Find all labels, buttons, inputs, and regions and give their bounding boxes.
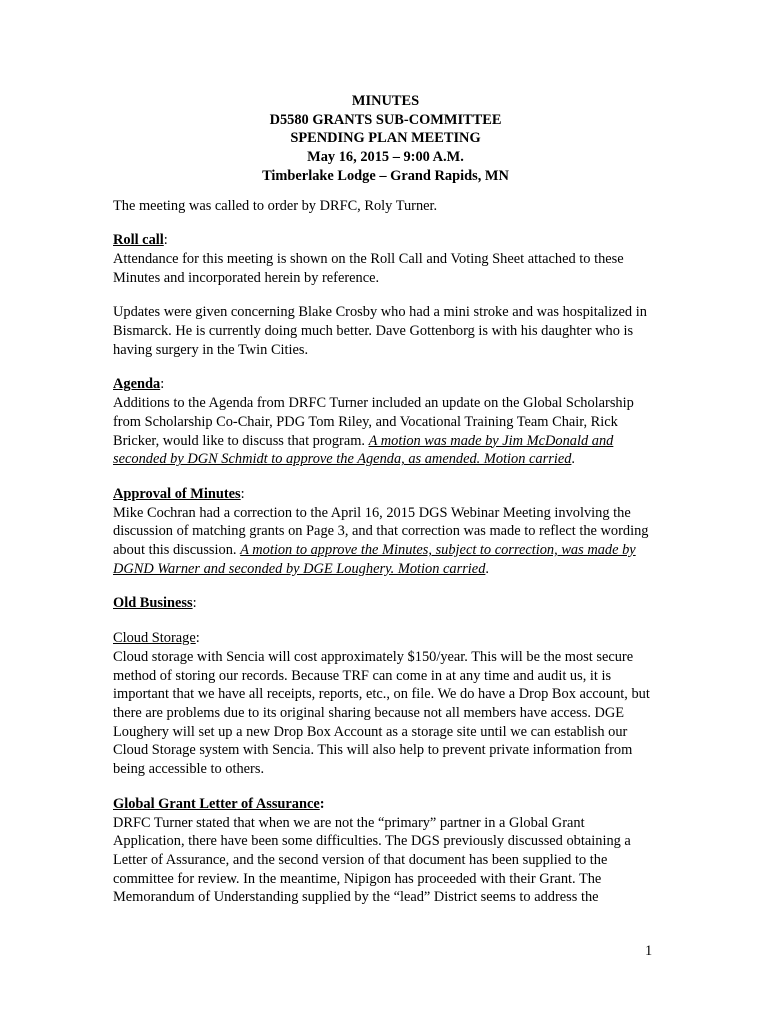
approval-end: . [485, 560, 489, 577]
agenda-section [113, 375, 658, 469]
title-block [113, 92, 658, 186]
approval-section [113, 485, 658, 579]
agenda-heading: Agenda [113, 376, 161, 393]
roll-call-colon: : [163, 232, 168, 249]
global-grant-heading: Global Grant Letter of Assurance [113, 795, 320, 812]
page-number: 1 [645, 943, 653, 959]
title-line-location: Timberlake Lodge – Grand Rapids, MN [262, 167, 509, 184]
document-page [113, 92, 658, 923]
roll-call-text: Attendance for this meeting is shown on the Roll Call and Voting Sheet attached to these Minutes and incorporated herein by reference. [113, 250, 624, 286]
global-grant-text: DRFC Turner stated that when we are not the “primary” partner in a Global Grant Application, there have been some difficulties. The DGS previously discussed obtaining a Letter of Assurance, and the second version of that document has been supplied to the committee for review. In the meantime, Nipigon has proceeded with their Grant. The Memorandum of Understanding supplied by the “lead” District seems to address the [113, 814, 631, 906]
old-business-section [113, 594, 658, 613]
updates-paragraph: Updates were given concerning Blake Crosby who had a mini stroke and was hospitalized in Bismarck. He is currently doing much better. Dave Gottenborg is with his daughter who is having surgery in the Twin Cities. [113, 304, 647, 358]
intro-paragraph: The meeting was called to order by DRFC, Roly Turner. [113, 197, 438, 214]
global-grant-colon: : [319, 795, 325, 812]
approval-colon: : [240, 485, 245, 502]
old-business-heading: Old Business [113, 595, 193, 612]
agenda-colon: : [160, 376, 165, 393]
cloud-storage-section [113, 629, 658, 779]
cloud-storage-text: Cloud storage with Sencia will cost approximately $150/year. This will be the most secure method of storing our records. Because TRF can come in at any time and audit us, it is important that we have all receipts, reports, etc., on file. We do have a Drop Box account, but there are problems due to its original sharing because not all members have access. DGE Loughery will set up a new Drop Box Account as a storage site until we can establish our Cloud Storage system with Sencia. This will also help to prevent private information from being accessible to others. [113, 648, 650, 778]
agenda-text [113, 394, 658, 469]
title-line-date: May 16, 2015 – 9:00 A.M. [307, 149, 464, 166]
title-line-minutes: MINUTES [351, 93, 420, 109]
global-grant-section [113, 795, 658, 907]
old-business-colon: : [192, 595, 197, 612]
agenda-body: Additions to the Agenda from DRFC Turner included an update on the Global Scholarship from Scholarship Co-Chair, PDG Tom Riley, and Vocational Training Team Chair, Rick Bricker, would like to discuss that program. [113, 395, 634, 449]
approval-text [113, 504, 658, 579]
cloud-storage-heading: Cloud Storage [113, 630, 196, 647]
approval-heading: Approval of Minutes [113, 485, 241, 502]
cloud-storage-colon: : [195, 630, 200, 647]
approval-motion: A motion to approve the Minutes, subject to correction, was made by DGND Warner and seconded by DGE Loughery. Motion carried [113, 542, 636, 577]
approval-body: Mike Cochran had a correction to the April 16, 2015 DGS Webinar Meeting involving the discussion of matching grants on Page 3, and that correction was made to reflect the wording about this discussion. [113, 504, 649, 559]
agenda-end: . [571, 451, 576, 468]
roll-call-heading: Roll call [113, 232, 164, 249]
title-line-meeting: SPENDING PLAN MEETING [290, 130, 481, 147]
title-line-committee: D5580 GRANTS SUB-COMMITTEE [269, 111, 502, 128]
roll-call-section [113, 231, 658, 287]
agenda-motion: A motion was made by Jim McDonald and seconded by DGN Schmidt to approve the Agenda, as amended. Motion carried [113, 432, 614, 468]
